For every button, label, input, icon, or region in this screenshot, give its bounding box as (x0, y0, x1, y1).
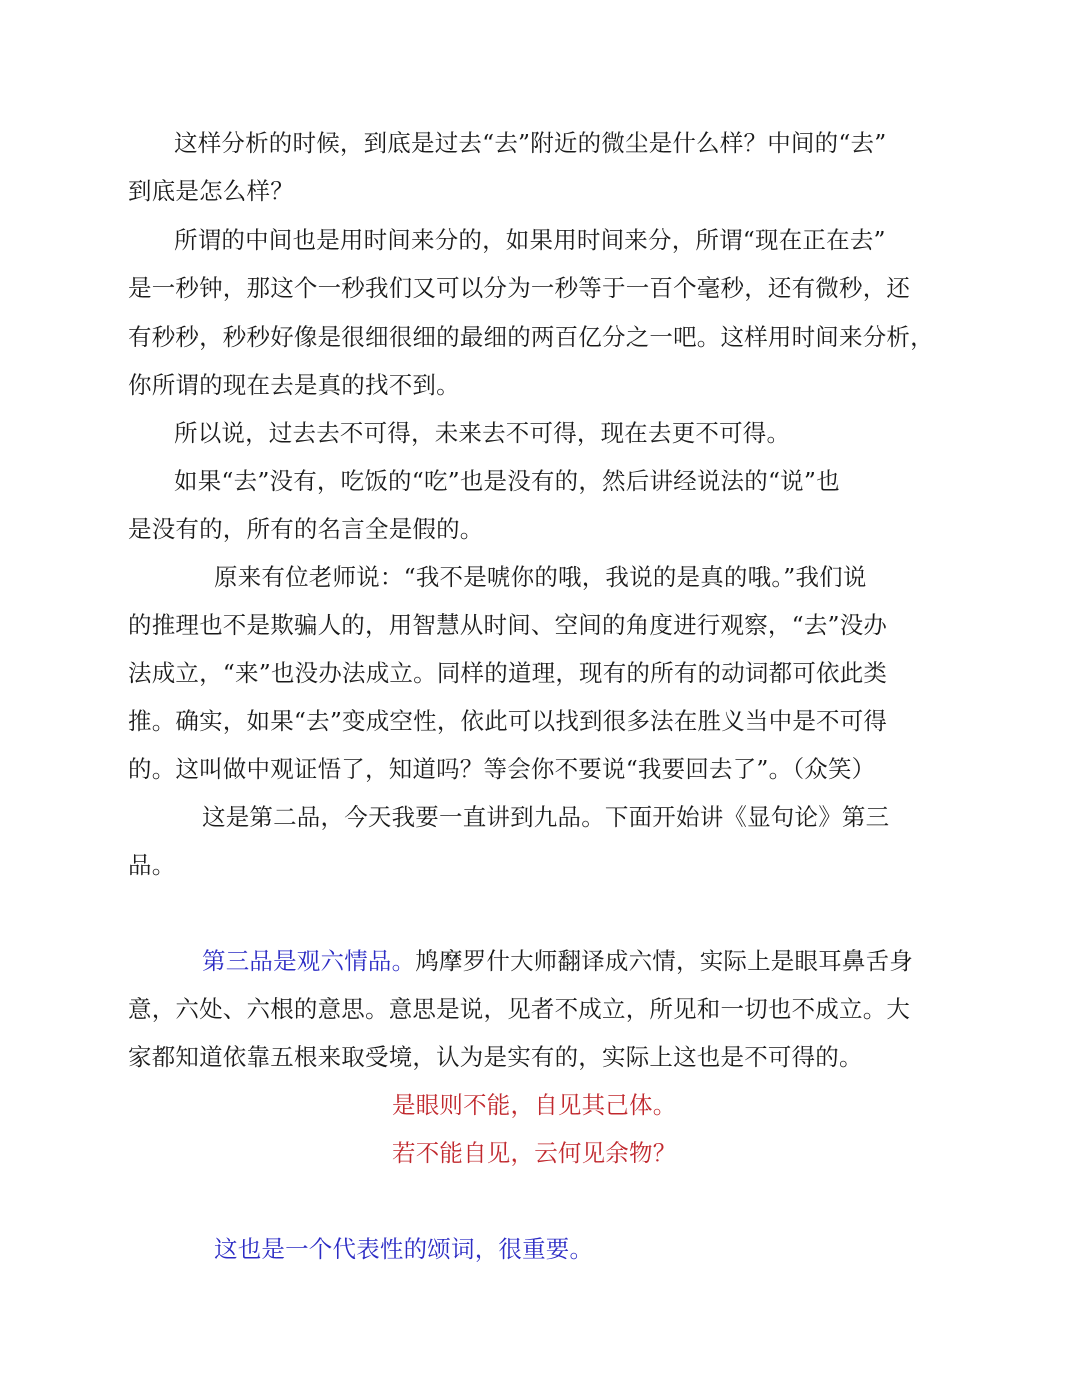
para3-line1: 所以说，过去去不可得，未来去不可得，现在去更不可得。 (174, 419, 791, 447)
chapter-heading: 第三品是观六情品。 (202, 947, 416, 975)
para5-line2: 的推理也不是欺骗人的，用智慧从时间、空间的角度进行观察，“去”没办 (128, 611, 888, 639)
para7-line3: 家都知道依靠五根来取受境，认为是实有的，实际上这也是不可得的。 (128, 1043, 863, 1071)
para4-line2: 是没有的，所有的名言全是假的。 (128, 515, 484, 543)
para2-line2: 是一秒钟，那这个一秒我们又可以分为一秒等于一百个毫秒，还有微秒，还 (128, 274, 911, 302)
para5-line5: 的。这叫做中观证悟了，知道吗？等会你不要说“我要回去了”。（众笑） (128, 755, 876, 783)
para1-line2: 到底是怎么样？ (128, 177, 294, 205)
para7-line2: 意，六处、六根的意思。意思是说，见者不成立，所见和一切也不成立。大 (128, 995, 911, 1023)
para1-line1: 这样分析的时候，到底是过去“去”附近的微尘是什么样？中间的“去” (174, 129, 887, 157)
closing-line: 这也是一个代表性的颂词，很重要。 (214, 1235, 594, 1263)
verse-line2: 若不能自见，云何见余物？ (392, 1139, 677, 1167)
para7-line1 (202, 945, 913, 977)
para6-line1: 这是第二品，今天我要一直讲到九品。下面开始讲《显句论》第三 (202, 803, 890, 831)
verse-line1: 是眼则不能，自见其己体。 (392, 1091, 677, 1119)
para2-line4: 你所谓的现在去是真的找不到。 (128, 371, 460, 399)
para2-line1: 所谓的中间也是用时间来分的，如果用时间来分，所谓“现在正在去” (174, 226, 886, 254)
para5-line1: 原来有位老师说：“我不是唬你的哦，我说的是真的哦。”我们说 (214, 563, 867, 591)
para5-line4: 推。确实，如果“去”变成空性，依此可以找到很多法在胜义当中是不可得 (128, 707, 888, 735)
para2-line3: 有秒秒，秒秒好像是很细很细的最细的两百亿分之一吧。这样用时间来分析， (128, 323, 934, 351)
para6-line2: 品。 (128, 851, 176, 879)
para5-line3: 法成立，“来”也没办法成立。同样的道理，现有的所有的动词都可依此类 (128, 659, 888, 687)
para4-line1: 如果“去”没有，吃饭的“吃”也是没有的，然后讲经说法的“说”也 (174, 467, 840, 495)
para7-line1-rest: 鸠摩罗什大师翻译成六情，实际上是眼耳鼻舌身 (415, 947, 914, 975)
